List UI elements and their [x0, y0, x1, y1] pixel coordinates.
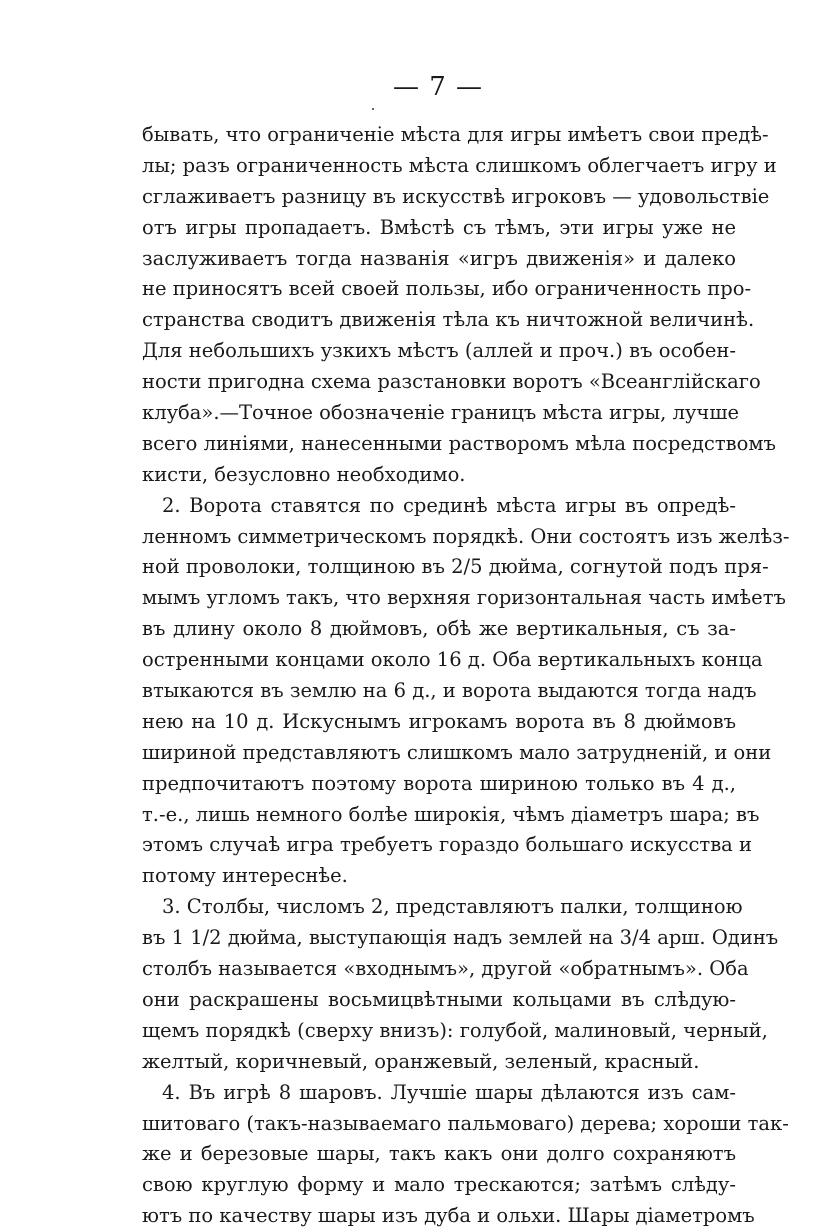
text-line: 2. Ворота ставятся по срединѣ мѣста игры въ опредѣ-: [162, 493, 736, 517]
text-line: этомъ случаѣ игра требуетъ гораздо большаго искусства и: [142, 833, 753, 857]
text-line: ности пригодна схема разстановки воротъ «Всеанглійскаго: [142, 370, 761, 394]
text-line: остренными концами около 16 д. Оба вертикальныхъ конца: [142, 648, 763, 672]
print-speck: [372, 108, 374, 110]
text-line: въ 1 1/2 дюйма, выступающія надъ землей на 3/4 арш. Одинъ: [142, 926, 779, 950]
text-line: странства сводитъ движенія тѣла къ ничтожной величинѣ.: [142, 308, 755, 332]
text-line: 3. Столбы, числомъ 2, представляютъ палки, толщиною: [162, 895, 743, 919]
text-line: заслуживаетъ тогда названія «игръ движенія» и далеко: [142, 246, 736, 270]
text-line: шириной представляютъ слишкомъ мало затрудненій, и они: [142, 740, 772, 764]
text-line: шитоваго (такъ-называемаго пальмоваго) дерева; хороши так-: [142, 1111, 789, 1135]
text-line: бывать, что ограниченіе мѣста для игры имѣетъ свои предѣ-: [142, 123, 769, 146]
text-line: въ длину около 8 дюймовъ, обѣ же вертикальныя, съ за-: [142, 617, 736, 641]
text-line: 4. Въ игрѣ 8 шаровъ. Лучшіе шары дѣлаются изъ сам-: [162, 1080, 736, 1104]
text-line: сглаживаетъ разницу въ искусствѣ игроковъ — удовольствіе: [142, 184, 770, 208]
text-line: желтый, коричневый, оранжевый, зеленый, красный.: [142, 1049, 700, 1073]
text-line: не приносятъ всей своей пользы, ибо ограниченность про-: [142, 277, 752, 301]
text-line: т.-е., лишь немного болѣе широкія, чѣмъ діаметръ шара; въ: [142, 802, 760, 826]
text-line: нею на 10 д. Искуснымъ игрокамъ ворота въ 8 дюймовъ: [142, 709, 736, 733]
text-line: же и березовые шары, такъ какъ они долго сохраняютъ: [142, 1142, 736, 1166]
page-number: — 7 —: [392, 72, 484, 102]
text-line: лы; разъ ограниченность мѣста слишкомъ облегчаетъ игру и: [142, 153, 777, 177]
text-line: ной проволоки, толщиною въ 2/5 дюйма, согнутой подъ пря-: [142, 555, 769, 579]
text-line: щемъ порядкѣ (сверху внизъ): голубой, малиновый, черный,: [142, 1018, 768, 1042]
text-line: потому интереснѣе.: [142, 864, 348, 888]
text-line: предпочитаютъ поэтому ворота шириною только въ 4 д.,: [142, 771, 736, 795]
text-line: клуба».—Точное обозначеніе границъ мѣста игры, лучше: [142, 401, 739, 425]
text-line: свою круглую форму и мало трескаются; затѣмъ слѣду-: [142, 1173, 736, 1197]
page-text: [142, 120, 790, 1232]
text-line: кисти, безусловно необходимо.: [142, 462, 466, 486]
text-line: ленномъ симметрическомъ порядкѣ. Они состоятъ изъ желѣз-: [142, 524, 790, 548]
text-line: Для небольшихъ узкихъ мѣстъ (аллей и проч.) въ особен-: [142, 339, 736, 363]
text-line: они раскрашены восьмицвѣтными кольцами въ слѣдую-: [142, 987, 736, 1011]
text-line: всего линіями, нанесенными растворомъ мѣла посредствомъ: [142, 431, 776, 455]
text-line: мымъ угломъ такъ, что верхняя горизонтальная часть имѣетъ: [142, 586, 786, 610]
text-line: ютъ по качеству шары изъ дуба и ольхи. Шары діаметромъ: [142, 1204, 755, 1228]
text-line: столбъ называется «входнымъ», другой «обратнымъ». Оба: [142, 957, 749, 981]
text-line: втыкаются въ землю на 6 д., и ворота выдаются тогда надъ: [142, 679, 757, 703]
text-line: отъ игры пропадаетъ. Вмѣстѣ съ тѣмъ, эти игры уже не: [142, 215, 736, 239]
